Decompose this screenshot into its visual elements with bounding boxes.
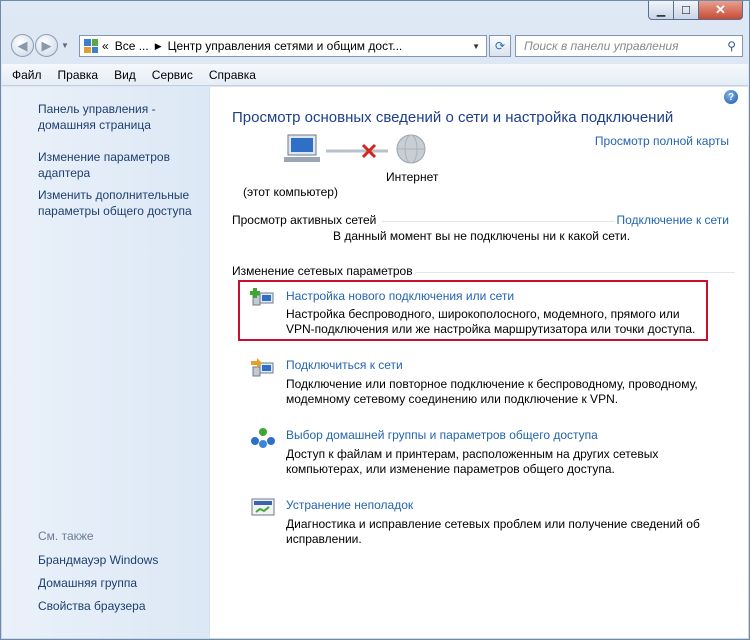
divider [415,272,735,273]
change-settings-header: Изменение сетевых параметров [232,264,413,278]
no-connection-status: В данный момент вы не подключены ни к какой сети. [333,229,631,243]
link-line: адаптера [38,166,91,180]
desc-line: компьютерах, или изменение параметров общего доступа. [286,462,615,476]
network-map [282,131,432,171]
troubleshoot-icon [250,497,276,519]
desc-line: Доступ к файлам и принтерам, расположенным на других сетевых [286,447,659,461]
arrow-left-icon: ◀ [17,37,28,53]
link-line: Панель управления - [38,102,156,116]
control-panel-icon [84,39,98,53]
divider [382,221,614,222]
page-title: Просмотр основных сведений о сети и настройка подключений [232,109,674,126]
maximize-button[interactable]: ☐ [674,1,699,20]
refresh-button[interactable] [489,35,511,57]
arrow-right-icon: ▶ [41,37,52,53]
connect-network-icon [250,357,276,379]
search-icon[interactable]: ⚲ [727,39,736,53]
search-box [515,35,743,57]
search-input[interactable] [522,38,726,54]
sidebar-link-control-panel-home[interactable] [38,101,156,133]
task-troubleshoot-desc [286,517,700,547]
link-line: Изменение параметров [38,150,170,164]
task-new-connection-link[interactable]: Настройка нового подключения или сети [286,289,515,303]
see-also-homegroup[interactable]: Домашняя группа [38,576,138,590]
address-segment-current[interactable]: Центр управления сетями и общим дост... [167,39,403,53]
internet-label: Интернет [386,170,439,184]
main-content [210,87,748,638]
address-bar[interactable] [79,35,487,57]
link-line: домашняя страница [38,118,151,132]
link-line: параметры общего доступа [38,204,192,218]
menu-tools[interactable]: Сервис [151,67,193,82]
sidebar-link-sharing-settings[interactable] [38,187,192,219]
see-also-firewall[interactable]: Брандмауэр Windows [38,553,159,567]
address-segment-all[interactable]: Все ... [114,39,149,53]
recent-pages-dropdown-icon[interactable]: ▼ [61,41,69,50]
connect-to-network-link[interactable]: Подключение к сети [616,213,729,227]
window-controls [648,1,743,20]
full-map-link[interactable]: Просмотр полной карты [594,134,729,148]
forward-button[interactable] [35,34,58,57]
computer-icon [284,135,320,162]
homegroup-icon [250,427,276,449]
navigation-bar [7,33,743,59]
desc-line: Диагностика и исправление сетевых проблем или получение сведений об [286,517,700,531]
task-connect-network-desc [286,377,698,407]
menu-edit[interactable]: Правка [57,67,99,82]
minimize-button[interactable]: ▁ [648,1,674,20]
sidebar [2,87,210,638]
desc-line: Настройка беспроводного, широкополосного, модемного, прямого или [286,307,680,321]
link-line: Изменить дополнительные [38,188,190,202]
help-icon[interactable]: ? [724,90,738,104]
desc-line: Подключение или повторное подключение к беспроводному, проводному, [286,377,698,391]
desc-line: модемному сетевому соединению или подключение к VPN. [286,392,619,406]
task-homegroup-link[interactable]: Выбор домашней группы и параметров общего доступа [286,428,598,442]
see-also-browser-properties[interactable]: Свойства браузера [38,599,146,613]
see-also-heading: См. также [38,529,94,543]
desc-line: исправлении. [286,532,362,546]
breadcrumb-separator-icon[interactable]: ▶ [154,40,162,51]
new-connection-icon [250,287,276,309]
menu-file[interactable]: Файл [12,67,42,82]
refresh-icon: ⟳ [494,39,506,53]
back-button[interactable] [11,34,34,57]
internet-globe-icon [397,135,425,163]
task-new-connection-desc [286,307,695,337]
task-connect-network-link[interactable]: Подключиться к сети [286,358,403,372]
menu-view[interactable]: Вид [114,67,136,82]
sidebar-link-adapter-settings[interactable] [38,149,170,181]
task-homegroup-desc [286,447,658,477]
menu-help[interactable]: Справка [208,67,256,82]
task-troubleshoot-link[interactable]: Устранение неполадок [286,498,414,512]
address-overflow[interactable]: « [102,39,109,53]
desc-line: VPN-подключения или же настройка маршрутизатора или точки доступа. [286,322,696,336]
menu-bar [2,64,748,86]
this-computer-label: (этот компьютер) [243,185,338,199]
address-dropdown-icon[interactable]: ▼ [472,41,480,51]
active-networks-header: Просмотр активных сетей [232,213,377,227]
close-button[interactable]: ✕ [699,1,743,20]
